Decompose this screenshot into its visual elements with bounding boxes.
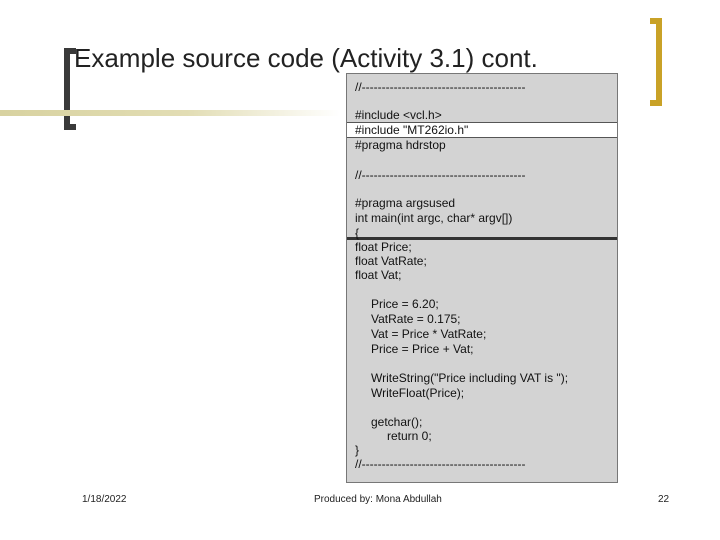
- code-line-close-brace: }: [355, 443, 360, 457]
- code-line-main-signature: int main(int argc, char* argv[]): [355, 211, 513, 225]
- code-line-vatrate-assign: VatRate = 0.175;: [371, 312, 461, 326]
- code-line-separator: //-----------------------------------------: [355, 168, 526, 182]
- code-line-getchar: getchar();: [371, 415, 423, 429]
- footer-author: Produced by: Mona Abdullah: [314, 494, 442, 505]
- code-listing: [346, 73, 618, 483]
- slide-title: Example source code (Activity 3.1) cont.: [74, 43, 538, 73]
- code-line-separator: //-----------------------------------------: [355, 457, 526, 471]
- code-line-price-assign: Price = 6.20;: [371, 297, 439, 311]
- code-line-include-vcl: #include <vcl.h>: [355, 108, 442, 122]
- code-line-float-vatrate: float VatRate;: [355, 254, 427, 268]
- code-line-price-update: Price = Price + Vat;: [371, 342, 474, 356]
- code-line-float-vat: float Vat;: [355, 268, 402, 282]
- code-line-return: return 0;: [387, 429, 432, 443]
- code-line-float-price: float Price;: [355, 240, 412, 254]
- title-accent-bar: [0, 110, 340, 116]
- code-line-writefloat: WriteFloat(Price);: [371, 386, 465, 400]
- code-line-writestring: WriteString("Price including VAT is ");: [371, 371, 569, 385]
- code-line-pragma-argsused: #pragma argsused: [355, 196, 456, 210]
- code-line-open-brace: {: [355, 226, 360, 240]
- code-line-separator: //-----------------------------------------: [355, 80, 526, 94]
- code-line-include-mt262io: #include "MT262io.h": [355, 123, 469, 137]
- footer-date: 1/18/2022: [82, 494, 127, 505]
- code-line-pragma-hdrstop: #pragma hdrstop: [355, 138, 446, 152]
- code-line-vat-assign: Vat = Price * VatRate;: [371, 327, 487, 341]
- footer-page-number: 22: [658, 494, 670, 505]
- right-bracket-decoration: [650, 18, 662, 106]
